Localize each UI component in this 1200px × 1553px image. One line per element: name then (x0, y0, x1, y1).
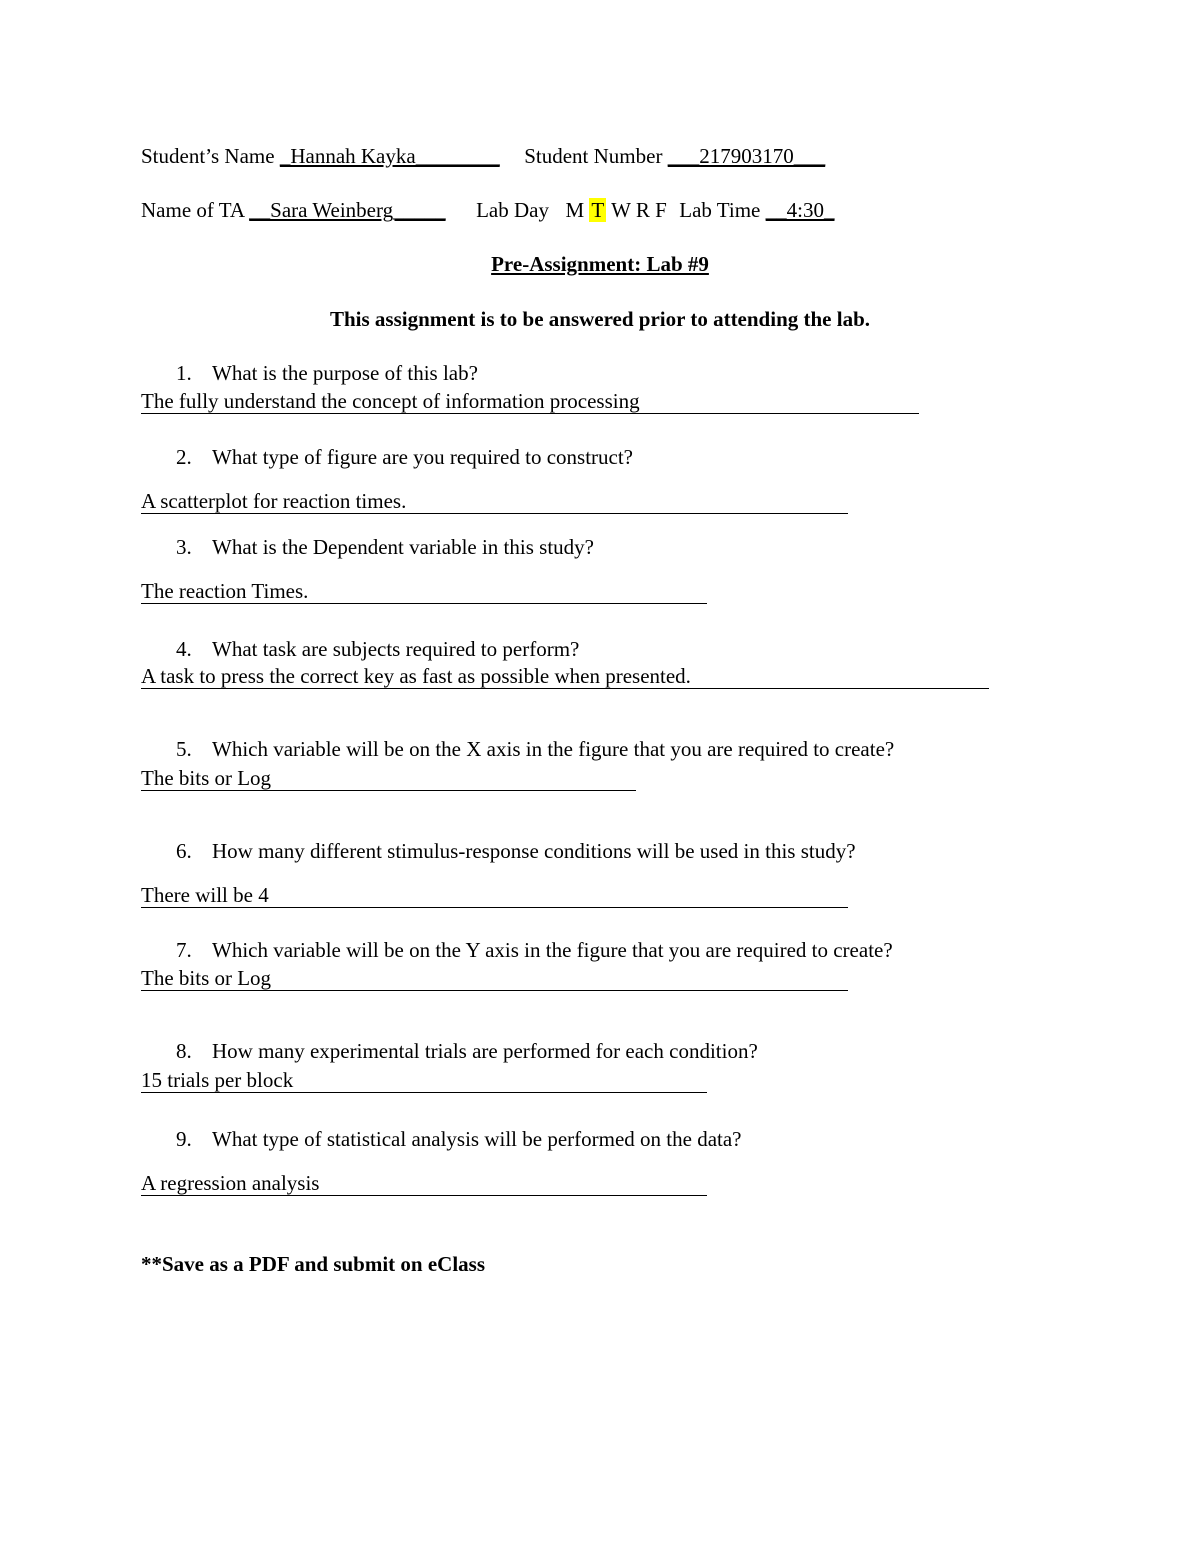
instruction-text: This assignment is to be answered prior to attending the lab. (329, 307, 871, 331)
student-name-label: Student’s Name (141, 144, 275, 168)
question-text: How many experimental trials are performed for each condition? (212, 1039, 758, 1063)
ta-value: __Sara Weinberg_____ (249, 198, 446, 222)
question-number: 3. (176, 535, 192, 559)
student-info-row (141, 143, 825, 169)
question-5 (176, 736, 894, 762)
question-number: 7. (176, 938, 192, 962)
question-number: 9. (176, 1127, 192, 1151)
answer-7: The bits or Log (141, 966, 848, 991)
question-1 (176, 360, 478, 386)
lab-day-option: R (635, 198, 650, 222)
lab-day-option: M (565, 198, 585, 222)
answer-4: A task to press the correct key as fast as possible when presented. (141, 664, 989, 689)
ta-info-row (141, 197, 834, 223)
answer-3: The reaction Times. (141, 579, 707, 604)
lab-day-label: Lab Day (476, 198, 549, 222)
question-text: What type of statistical analysis will be performed on the data? (212, 1127, 742, 1151)
submit-instruction: **Save as a PDF and submit on eClass (141, 1252, 486, 1276)
question-6 (176, 838, 856, 864)
question-9 (176, 1126, 742, 1152)
question-number: 4. (176, 637, 192, 661)
question-text: What is the purpose of this lab? (212, 361, 478, 385)
question-number: 8. (176, 1039, 192, 1063)
question-8 (176, 1038, 758, 1064)
question-7 (176, 937, 893, 963)
lab-day-option: F (655, 198, 667, 222)
page-title: Pre-Assignment: Lab #9 (491, 252, 709, 276)
student-number-label: Student Number (524, 144, 663, 168)
student-name-value: _Hannah Kayka________ (279, 144, 500, 168)
question-2 (176, 444, 633, 470)
question-number: 5. (176, 737, 192, 761)
question-text: What task are subjects required to perform? (212, 637, 580, 661)
lab-time-value: __4:30_ (765, 198, 835, 222)
lab-day-option: W (611, 198, 631, 222)
question-number: 2. (176, 445, 192, 469)
answer-2: A scatterplot for reaction times. (141, 489, 848, 514)
question-text: Which variable will be on the Y axis in the figure that you are required to create? (212, 938, 893, 962)
question-number: 6. (176, 839, 192, 863)
question-text: What is the Dependent variable in this study? (212, 535, 594, 559)
question-text: Which variable will be on the X axis in the figure that you are required to create? (212, 737, 895, 761)
question-text: How many different stimulus-response conditions will be used in this study? (212, 839, 856, 863)
answer-1: The fully understand the concept of information processing (141, 389, 919, 414)
ta-label: Name of TA (141, 198, 244, 222)
question-4 (176, 636, 579, 662)
lab-day-option-selected: T (591, 198, 605, 222)
answer-6: There will be 4 (141, 883, 848, 908)
lab-time-label: Lab Time (679, 198, 761, 222)
question-3 (176, 534, 594, 560)
question-number: 1. (176, 361, 192, 385)
answer-5: The bits or Log (141, 766, 636, 791)
answer-8: 15 trials per block (141, 1068, 707, 1093)
answer-9: A regression analysis (141, 1171, 707, 1196)
student-number-value: ___217903170___ (667, 144, 826, 168)
question-text: What type of figure are you required to construct? (212, 445, 633, 469)
